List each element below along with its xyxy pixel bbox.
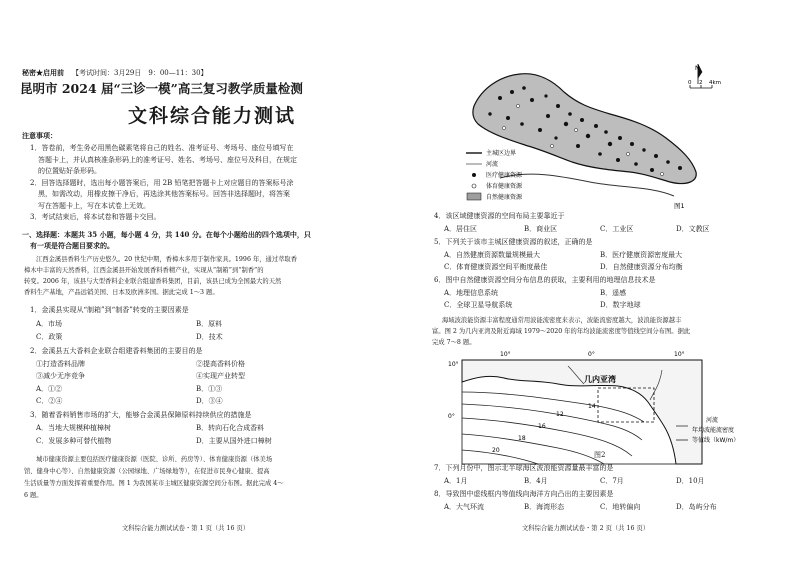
option: D．10月: [676, 477, 705, 485]
option: D．岛屿分布: [676, 503, 717, 511]
lon-label: 10°: [674, 351, 685, 358]
note-line: 答题卡上，并认真核准条形码上的准考证号、姓名、考场号、座位号及科目，在规定: [38, 156, 297, 164]
option: B．转向石化合成香料: [196, 424, 265, 432]
notes-label: 注意事项：: [22, 131, 57, 140]
sub-item: ③减少无序竞争: [36, 372, 85, 380]
question-4-stem: 4．该区域健康资源的空间布局主要靠近于: [434, 212, 565, 220]
passage-line: 富。图 2 为几内亚湾及附近海域 1979～2020 年的年均波能流密度等值线空间分布图。据此: [432, 328, 691, 335]
note-line: 3．考试结束后，将本试卷和答题卡交回。: [30, 213, 161, 221]
passage-line: 海域波浪能资源丰富程度通常用波能流密度来表示，波能流密度越大，波浪能资源越丰: [442, 317, 682, 324]
passage-line: 转变。2006 年，该县与大型香料企业联合组建香料集团，目前，该县已成为全国最大的天然: [24, 278, 282, 285]
bay-label: 几内亚湾: [584, 375, 616, 384]
option: C．政策: [36, 333, 63, 341]
legend-item: 自然健康资源: [486, 194, 523, 201]
option: D．主要从国外进口樟树: [196, 437, 272, 445]
page-footer: 文科综合能力测试试卷・第 1 页（共 16 页）: [122, 525, 250, 532]
option: D．文教区: [676, 225, 710, 233]
option: A．1月: [444, 477, 468, 485]
exam-time: 【考试时间：3月29日 9：00—11：30】: [72, 69, 208, 77]
option: D．技术: [196, 333, 223, 341]
section-heading: 有一项是符合题目要求的。: [30, 241, 114, 250]
option: D．数字地球: [600, 301, 641, 309]
option: D．自然健康资源分布均衡: [600, 263, 683, 271]
contour-label: 12: [556, 411, 564, 418]
scale-label: 2: [699, 80, 703, 86]
legend-item: 年均波能流密度: [692, 427, 735, 434]
note-line: 黑，如需改动，用橡皮擦干净后，再选涂其他答案标号。回答非选择题时，将答案: [38, 190, 290, 198]
option: C．7月: [600, 477, 624, 485]
legend-item: 体育健康资源: [486, 183, 523, 190]
option: B．遥感: [600, 289, 627, 297]
river: [500, 174, 674, 196]
question-7-stem: 7．下列月份中，图示北半球海区波浪能资源量最丰富的是: [434, 464, 614, 472]
lat-label: 0°: [448, 413, 455, 420]
passage-line: 6 题。: [24, 492, 43, 499]
note-line: 的位置贴好条形码。: [38, 167, 101, 175]
option: B．医疗健康资源密度最大: [600, 251, 683, 259]
question-6-stem: 6．图中自然健康资源空间分布信息的获取，主要利用的地理信息技术是: [434, 276, 656, 284]
contour-label: 20: [492, 447, 500, 454]
exam-title-line: 昆明市 2024 届“三诊一模”高三复习教学质量检测: [20, 81, 303, 96]
passage-line: 香料生产基地，产品远销美国、日本及欧洲多国。据此完成 1～3 题。: [24, 289, 219, 296]
passage-line: 馆、健身中心等）、自然健康资源（公园绿地、广场绿地等），在促进市民身心健康、提高: [24, 468, 270, 475]
contour-label: 14: [588, 403, 596, 410]
legend-item: 河流: [486, 161, 499, 168]
lon-label: 10°: [500, 351, 511, 358]
figure-1-legend: [466, 153, 482, 200]
option: C．体育健康资源空间平衡度最佳: [444, 263, 548, 271]
option: C．工业区: [600, 225, 634, 233]
question-5-stem: 5．下列关于该市主城区健康资源的叙述，正确的是: [434, 238, 593, 246]
option: A．①②: [36, 385, 63, 393]
legend-item: 医疗健康资源: [486, 172, 523, 179]
main-title: 文科综合能力测试: [128, 105, 297, 127]
passage-line: 生活质量等方面发挥着重要作用。图 1 为我国某市主城区健康资源空间分布图。据此完成 4～: [24, 480, 284, 487]
exam-page-2: [400, 0, 800, 566]
option: A．地理信息系统: [444, 289, 499, 297]
sub-item: ①打造香料品牌: [36, 360, 85, 368]
question-2-stem: 2．金溪县五大香料企业联合组建香料集团的主要目的是: [30, 347, 203, 355]
lat-label: 10°: [448, 361, 459, 368]
option: A．自然健康资源数量规模最大: [444, 251, 541, 259]
contour-label: 16: [538, 423, 546, 430]
contour-label: 18: [518, 435, 526, 442]
main-city-boundary: [473, 74, 696, 184]
section-heading: 一、选择题：本题共 35 小题，每小题 4 分，共 140 分。在每个小题给出的四个选项中，只: [22, 230, 311, 239]
scale-label: 0: [688, 80, 692, 86]
lon-label: 0°: [588, 351, 595, 358]
passage-line: 江西金溪县香料生产历史悠久。20 世纪中期，香樟木多用于制作家具。1996 年，通过萃取香: [36, 256, 298, 263]
option: C．地转偏向: [600, 503, 641, 511]
question-1-stem: 1．金溪县实现从“制箱”到“制香”转变的主要因素是: [30, 306, 189, 314]
figure-caption: 图1: [674, 202, 685, 210]
legend-item: 主城区边界: [486, 150, 517, 157]
option: C．②④: [36, 397, 63, 405]
sub-item: ②提高香料价格: [196, 360, 245, 368]
passage-line: 完成 7～8 题。: [432, 339, 476, 346]
passage-line: 樟木中丰富的天然香料，江西金溪县开始发展香料香精产业，实现从“制箱”到“制香”的: [24, 267, 264, 274]
option: D．③④: [196, 397, 223, 405]
north-label: N: [695, 65, 700, 72]
figure-2-map: [448, 348, 748, 466]
option: C．全球卫星导航系统: [444, 301, 513, 309]
option: B．4月: [524, 477, 548, 485]
option: A．市场: [36, 320, 63, 328]
option: B．商业区: [524, 225, 558, 233]
option: B．原料: [196, 320, 223, 328]
secret-label: 秘密★启用前: [22, 68, 64, 77]
scale-label: 4km: [709, 80, 722, 86]
option: A．居住区: [444, 225, 478, 233]
option: B．海湾形态: [524, 503, 565, 511]
note-line: 写在答题卡上，写在本试卷上无效。: [38, 202, 150, 210]
figure-caption: 图2: [594, 451, 606, 459]
option: C．发展多种可替代植物: [36, 437, 112, 445]
note-line: 2．回答选择题时，选出每小题答案后，用 2B 铅笔把答题卡上对应题目的答案标号涂: [30, 179, 294, 187]
option: A．当地大规模种植樟树: [36, 424, 112, 432]
figure-1-map: [460, 58, 730, 218]
question-3-stem: 3．随着香料销售市场的扩大，能够合金溪县保障原料持续供应的措施是: [30, 411, 252, 419]
option: A．大气环流: [444, 503, 485, 511]
page-footer: 文科综合能力测试试卷・第 2 页（共 16 页）: [522, 525, 650, 532]
sub-item: ④实现产业转型: [196, 372, 245, 380]
note-line: 1．答卷前，考生务必用黑色碳素笔将自己的姓名、准考证号、考场号、座位号填写在: [30, 144, 294, 152]
passage-line: 城市健康资源主要包括医疗健康资源（医院、诊所、药房等）、体育健康资源（体美场: [36, 456, 273, 463]
legend-item: 等值线（kW/m）: [692, 437, 740, 444]
legend-item: 河流: [706, 417, 719, 424]
question-8-stem: 8．导致图中虚线框内等值线向海洋方向凸出的主要因素是: [434, 490, 614, 498]
option: B．①③: [196, 385, 223, 393]
